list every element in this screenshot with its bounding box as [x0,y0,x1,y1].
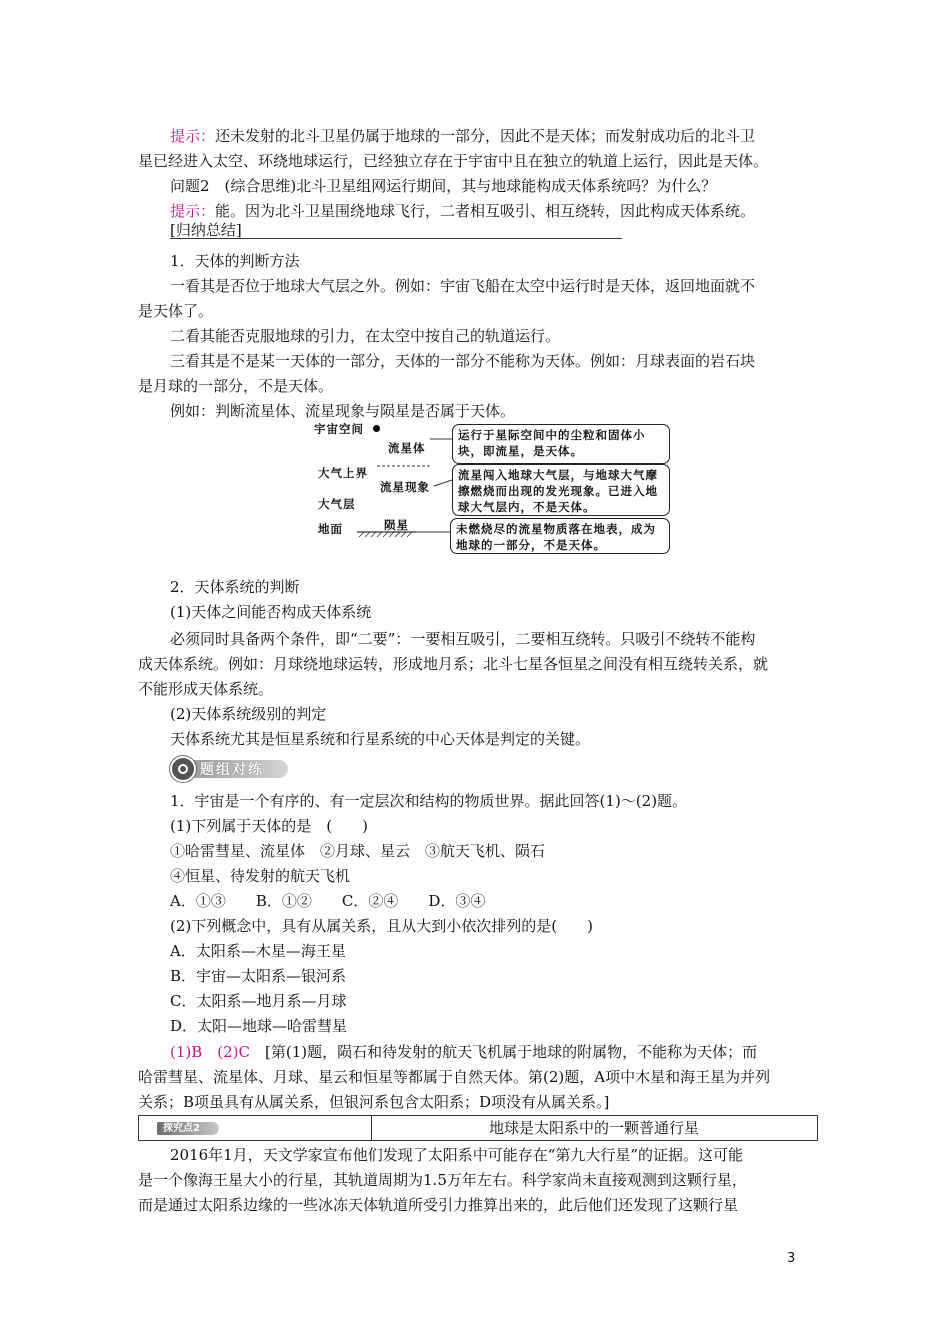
label-atmosphere: 大气层 [318,497,356,511]
option-line: ①哈雷彗星、流星体 ②月球、星云 ③航天飞机、陨石 [170,842,546,860]
text-line: 二看其能否克服地球的引力，在太空中按自己的轨道运行。 [170,327,561,345]
hint-line-1 [170,124,820,149]
text-line: 例如：判断流星体、流星现象与陨星是否属于天体。 [170,402,516,420]
practice-banner [170,756,290,780]
label-meteor: 流星现象 [380,480,430,494]
question-2: 问题2 (综合思维)北斗卫星组网运行期间，其与地球能构成天体系统吗？为什么？ [170,177,717,195]
option-line: ④恒星、待发射的航天飞机 [170,867,351,885]
text-line: 是一个像海王星大小的行星，其轨道周期为1.5万年左右。科学家尚未直接观测到这颗行星， [138,1171,747,1189]
label-ground: 地面 [318,522,343,536]
ground-hatch [359,532,412,537]
page-number: 3 [787,1251,796,1266]
banner-label: 题组对练 [200,762,264,778]
answer-mark: (1)B (2)C [170,1043,250,1061]
question-1b: (2)下列概念中，具有从属关系，且从大到小依次排列的是( ) [170,917,593,935]
text-line: 是天体了。 [138,302,214,320]
label-space: 宇宙空间 [314,422,364,436]
answer-line-3: 关系；B项虽具有从属关系，但银河系包含太阳系；D项没有从属关系。] [138,1093,610,1111]
subheading-2: (2)天体系统级别的判定 [170,705,327,723]
callout-meteoroid: 运行于星际空间中的尘粒和固体小块，即流星，是天体。 [452,424,670,464]
meteor-diagram [312,418,672,556]
hint-label: 提示： [170,202,216,220]
option-c: C．太阳系—地月系—月球 [170,992,347,1010]
heading-1: 1．天体的判断方法 [170,252,300,270]
text-line: 是月球的一部分，不是天体。 [138,377,334,395]
target-icon [170,756,196,782]
section-header [138,1115,818,1141]
question-1a: (1)下列属于天体的是 ( ) [170,817,368,835]
answer-line-2: 哈雷彗星、流星体、月球、星云和恒星等都属于自然天体。第(2)题，A项中木星和海王星为并列 [138,1068,771,1086]
label-meteoroid: 流星体 [388,441,426,455]
section-tag: 探究点2 [157,1122,219,1135]
text-line: 三看其是不是某一天体的一部分，天体的一部分不能称为天体。例如：月球表面的岩石块 [170,352,756,370]
connector-2 [434,480,452,486]
text-line: 2016年1月，天文学家宣布他们发现了太阳系中可能存在“第九大行星”的证据。这可能 [170,1146,744,1164]
option-d: D．太阳—地球—哈雷彗星 [170,1017,348,1035]
text-line: 天体系统尤其是恒星系统和行星系统的中心天体是判定的关键。 [170,730,591,748]
answer-line-1 [170,1040,820,1065]
section-title: 地球是太阳系中的一颗普通行星 [488,1119,699,1137]
callout-meteorite: 未燃烧尽的流星物质落在地表，成为地球的一部分，不是天体。 [450,518,670,554]
choice-line: A．①③ B．①② C．②④ D．③④ [170,892,486,910]
text-line: 而是通过太阳系边缘的一些冰冻天体轨道所受引力推算出来的，此后他们还发现了这颗行星 [138,1196,739,1214]
text-line: 必须同时具备两个条件，即“二要”：一要相互吸引，二要相互绕转。只吸引不绕转不能构 [170,630,756,648]
text-line: 还未发射的北斗卫星仍属于地球的一部分，因此不是天体；而发射成功后的北斗卫 [215,127,756,145]
label-meteorite: 陨星 [384,518,409,532]
text-line: 一看其是否位于地球大气层之外。例如：宇宙飞船在太空中运行时是天体，返回地面就不 [170,277,756,295]
callout-meteor: 流星闯入地球大气层，与地球大气摩擦燃烧而出现的发光现象。已进入地球大气层内，不是天体。 [452,464,670,516]
meteoroid-dot [373,425,380,432]
answer-text: [第(1)题，陨石和待发射的航天飞机属于地球的附属物，不能称为天体；而 [250,1043,758,1061]
hint-label: 提示： [170,127,216,145]
text-line: 不能形成天体系统。 [138,680,274,698]
subheading-1: (1)天体之间能否构成天体系统 [170,603,372,621]
summary-underline [170,238,622,239]
text-line: 能。因为北斗卫星围绕地球飞行，二者相互吸引、相互绕转，因此构成天体系统。 [215,202,756,220]
option-a: A．太阳系—木星—海王星 [170,942,346,960]
summary-heading: [归纳总结] [170,221,242,239]
option-b: B．宇宙—太阳系—银河系 [170,967,347,985]
heading-2: 2．天体系统的判断 [170,578,300,596]
text-line: 星已经进入太空、环绕地球运行，已经独立存在于宇宙中且在独立的轨道上运行，因此是天体。 [138,152,769,170]
question-1: 1．宇宙是一个有序的、有一定层次和结构的物质世界。据此回答(1)～(2)题。 [170,792,688,810]
label-top-atmosphere: 大气上界 [318,466,368,480]
text-line: 成天体系统。例如：月球绕地球运转，形成地月系；北斗七星各恒星之间没有相互绕转关系，就 [138,655,769,673]
section-tag-cell [139,1116,372,1140]
